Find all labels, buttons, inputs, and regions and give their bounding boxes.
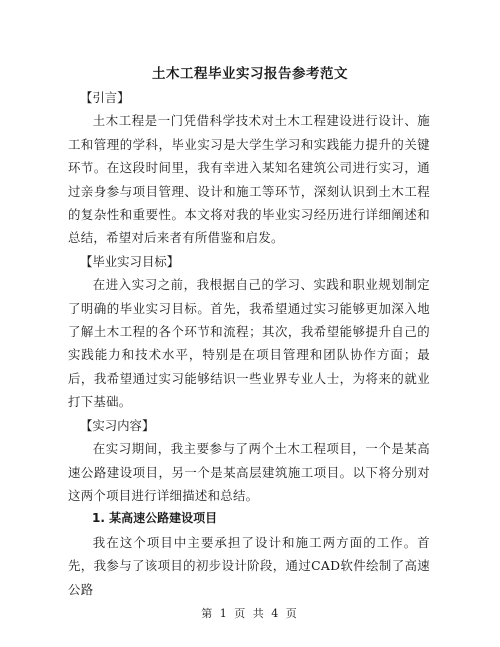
section-label-internship-goals: 【毕业实习目标】 (80, 253, 180, 269)
document-title: 土木工程毕业实习报告参考范文 (152, 66, 348, 82)
subheading-highway-project: 1. 某高速公路建设项目 (92, 511, 218, 526)
page-footer: 第 1 页 共 4 页 (201, 607, 299, 620)
paragraph-highway-project: 我在这个项目中主要承担了设计和施工两方面的工作。首先，我参与了该项目的初步设计阶段，通过CAD软件绘制了高速公路 (68, 534, 430, 597)
section-label-internship-content: 【实习内容】 (80, 417, 155, 433)
paragraph-internship-content: 在实习期间，我主要参与了两个土木工程项目，一个是某高速公路建设项目，另一个是某高层建筑施工项目。以下将分别对这两个项目进行详细描述和总结。 (68, 441, 430, 503)
paragraph-introduction: 土木工程是一门凭借科学技术对土木工程建设进行设计、施工和管理的学科，毕业实习是大学生学习和实践能力提升的关键环节。在这段时间里，我有幸进入某知名建筑公司进行实习，通过亲身参与项目管理、设计和施工等环节，深刻认识到土木工程的复杂性和重要性。本文将对我的毕业实习经历进行详细阐述和总结，希望对后来者有所借鉴和启发。 (68, 113, 430, 246)
document-body (68, 86, 430, 601)
paragraph-internship-goals: 在进入实习之前，我根据自己的学习、实践和职业规划制定了明确的毕业实习目标。首先，我希望通过实习能够更加深入地了解土木工程的各个环节和流程；其次，我希望能够提升自己的实践能力和技术水平，特别是在项目管理和团队协作方面；最后，我希望通过实习能够结识一些业界专业人士，为将来的就业打下基础。 (68, 277, 430, 410)
section-label-introduction: 【引言】 (80, 90, 130, 105)
